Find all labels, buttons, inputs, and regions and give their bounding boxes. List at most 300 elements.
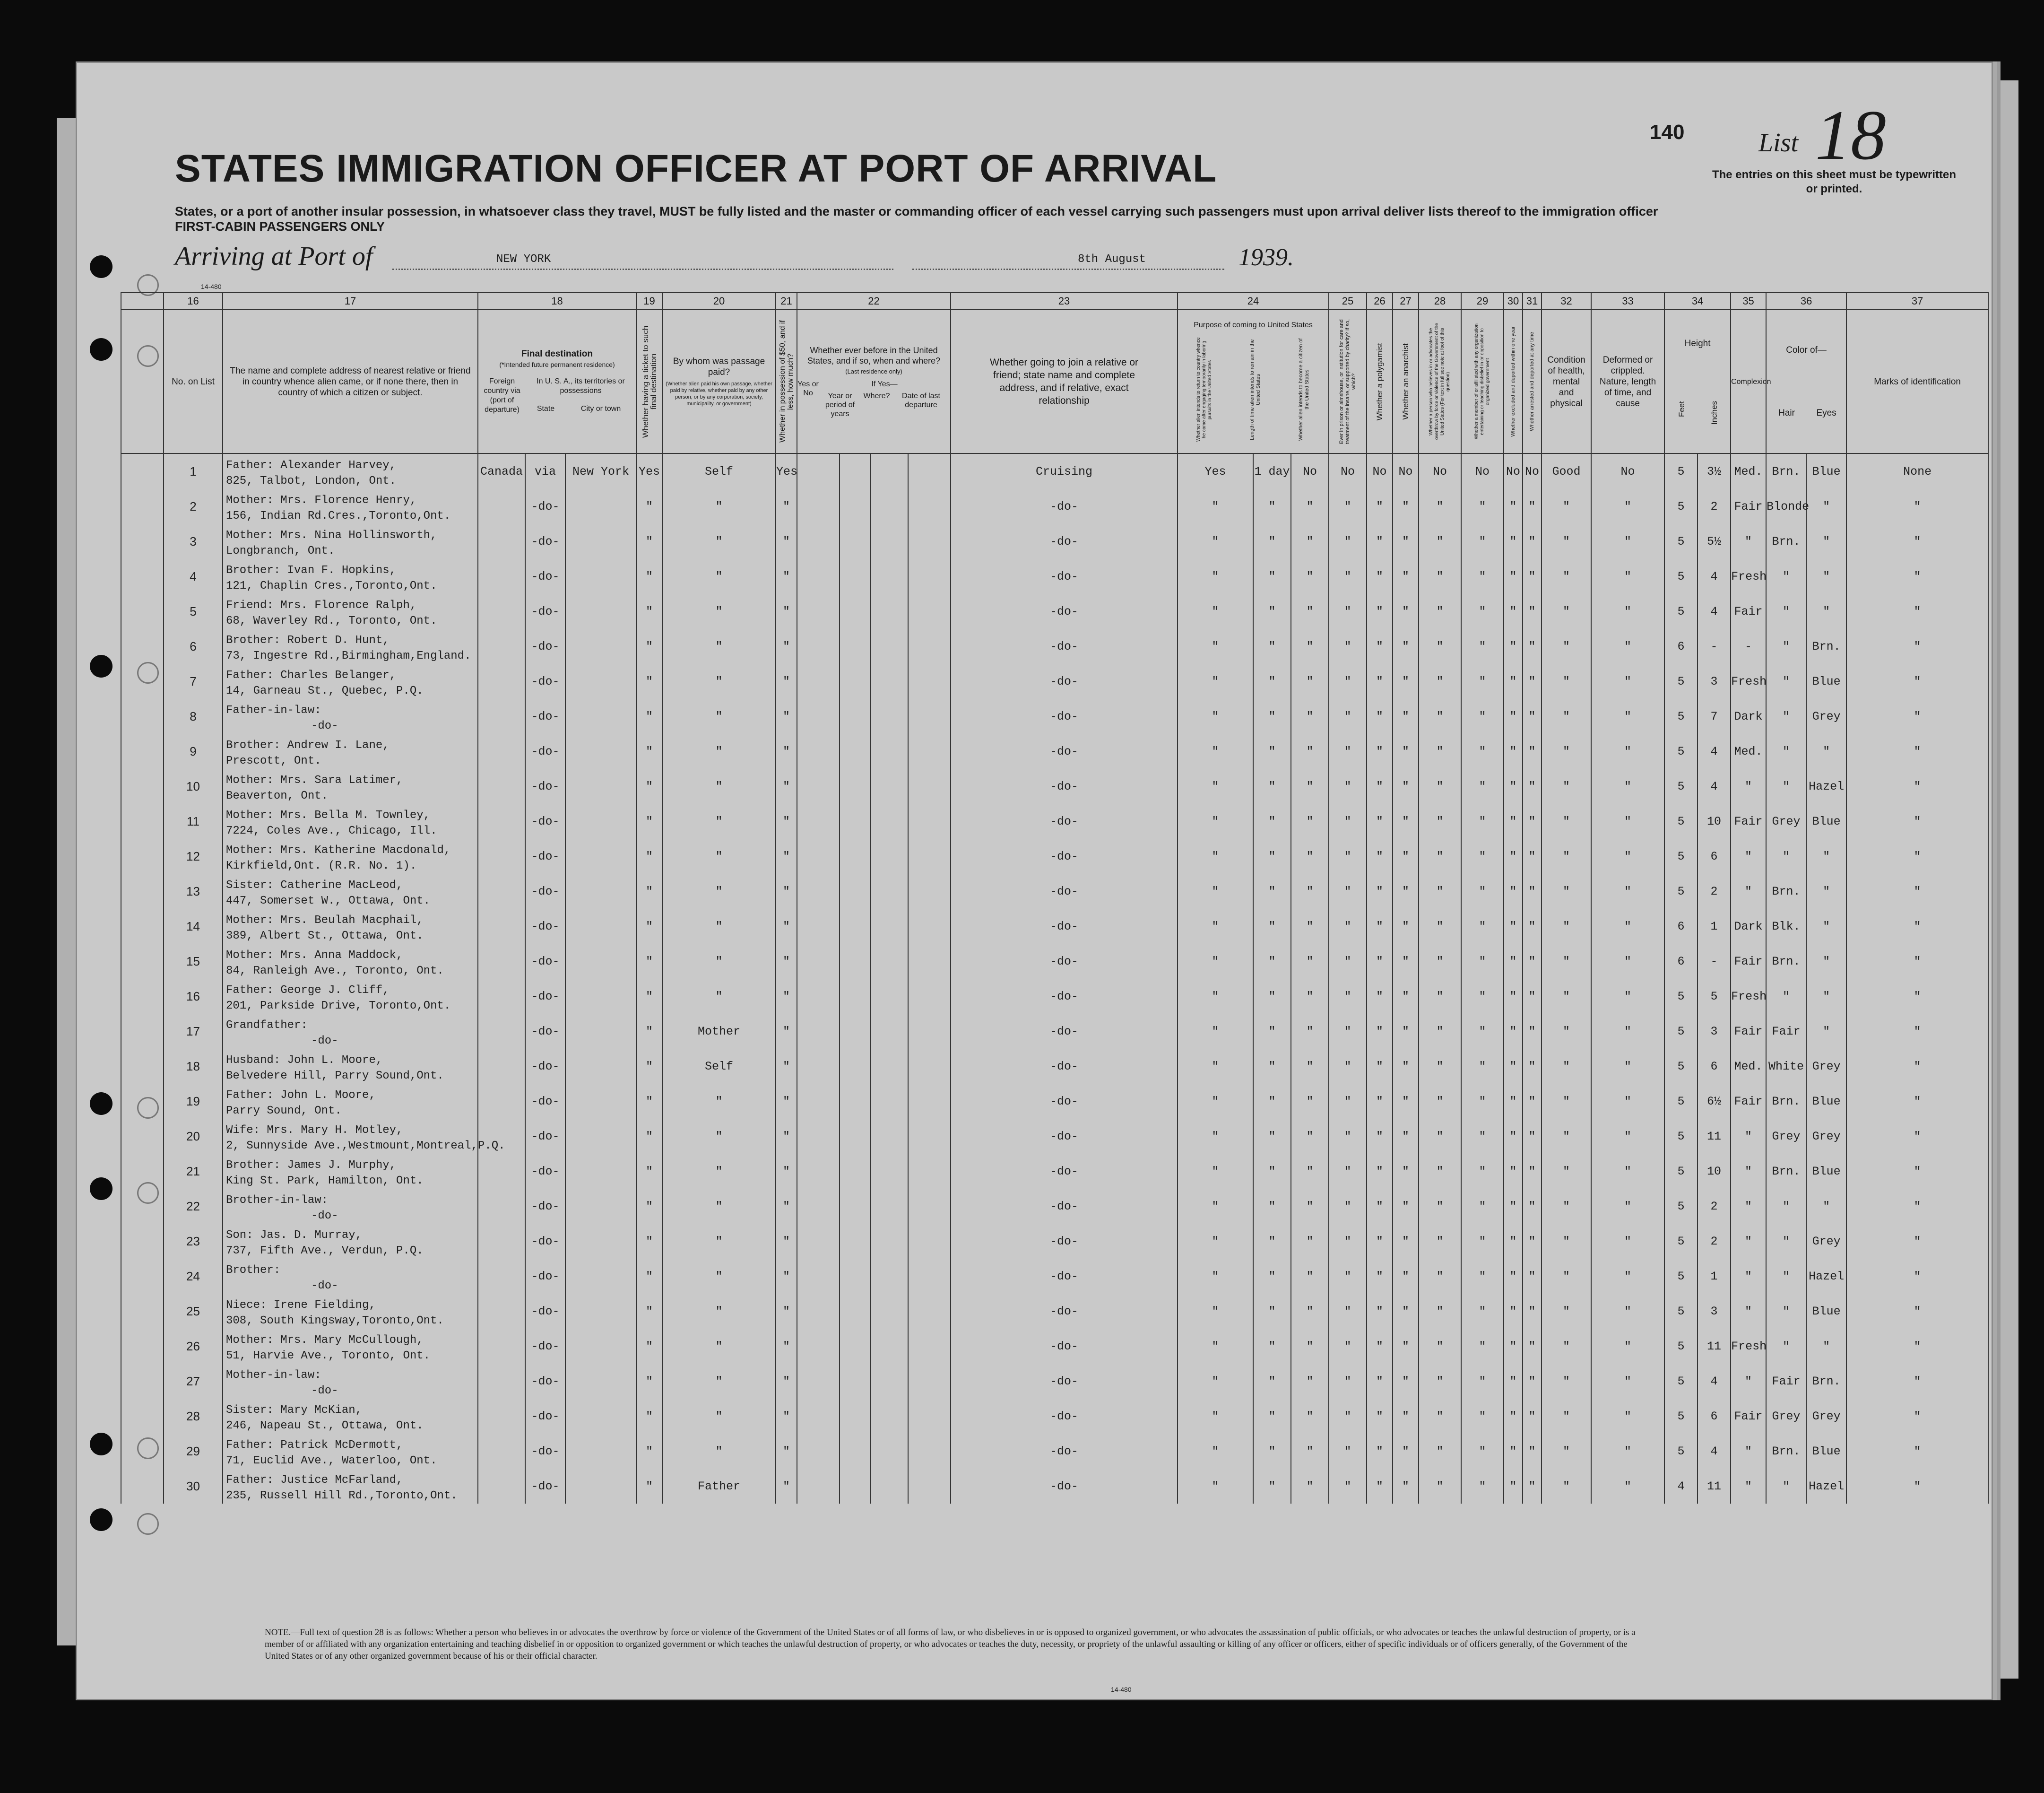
ticket-cell: Yes: [636, 453, 662, 489]
prison-cell: ": [1329, 664, 1367, 699]
join-cell: -do-: [951, 629, 1178, 664]
fifty-cell: ": [776, 524, 797, 559]
country-cell: [478, 979, 525, 1014]
country-cell: [478, 1434, 525, 1469]
empty-cell: [840, 524, 870, 559]
q30-cell: ": [1504, 1049, 1523, 1084]
anarch-cell: ": [1393, 664, 1419, 699]
relative-line-1: Brother: Ivan F. Hopkins,: [226, 564, 397, 577]
relative-line-2: Beaverton, Ont.: [226, 790, 329, 802]
pc-cell: ": [1291, 1119, 1329, 1154]
prison-cell: ": [1329, 629, 1367, 664]
q28-cell: ": [1419, 489, 1461, 524]
poly-cell: ": [1367, 909, 1393, 944]
country-cell: [478, 1364, 525, 1399]
empty-cell: [840, 804, 870, 839]
pa-cell: ": [1178, 1399, 1253, 1434]
pc-cell: ": [1291, 1329, 1329, 1364]
state-cell: -do-: [525, 944, 565, 979]
state-cell: -do-: [525, 1399, 565, 1434]
q29-cell: ": [1461, 524, 1504, 559]
pc-cell: ": [1291, 944, 1329, 979]
empty-cell: [797, 489, 840, 524]
relative-cell: [223, 594, 478, 629]
q28-cell: ": [1419, 769, 1461, 804]
q28-cell: ": [1419, 1049, 1461, 1084]
state-cell: -do-: [525, 979, 565, 1014]
paid-cell: ": [662, 1154, 776, 1189]
hair-cell: ": [1766, 629, 1806, 664]
eyes-cell: Grey: [1806, 1049, 1846, 1084]
no-cell: 24: [164, 1259, 223, 1294]
fifty-cell: ": [776, 1084, 797, 1119]
eyes-cell: Blue: [1806, 453, 1846, 489]
city-cell: [565, 1259, 636, 1294]
no-cell: 15: [164, 944, 223, 979]
paid-cell: ": [662, 699, 776, 734]
table-row: [121, 769, 1988, 804]
paid-cell: ": [662, 874, 776, 909]
empty-cell: [908, 1084, 951, 1119]
table-row: [121, 1154, 1988, 1189]
pa-cell: ": [1178, 734, 1253, 769]
fifty-cell: ": [776, 1049, 797, 1084]
city-cell: [565, 524, 636, 559]
pb-cell: ": [1253, 1224, 1291, 1259]
empty-cell: [840, 1154, 870, 1189]
q30-cell: ": [1504, 1434, 1523, 1469]
q29-cell: ": [1461, 734, 1504, 769]
health-cell: ": [1542, 944, 1591, 979]
anarch-cell: ": [1393, 1329, 1419, 1364]
empty-cell: [870, 1259, 908, 1294]
state-cell: -do-: [525, 664, 565, 699]
ticket-cell: ": [636, 1049, 662, 1084]
pb-cell: ": [1253, 1084, 1291, 1119]
poly-cell: ": [1367, 734, 1393, 769]
prison-cell: ": [1329, 1189, 1367, 1224]
list-label: List: [1758, 128, 1799, 157]
eyes-cell: ": [1806, 489, 1846, 524]
q31-cell: ": [1523, 1434, 1542, 1469]
relative-line-2: 308, South Kingsway,Toronto,Ont.: [226, 1314, 444, 1327]
prison-cell: ": [1329, 1399, 1367, 1434]
paid-cell: ": [662, 1224, 776, 1259]
col-num: 19: [636, 293, 662, 310]
q29-cell: ": [1461, 979, 1504, 1014]
no-cell: 29: [164, 1434, 223, 1469]
q30-cell: ": [1504, 1084, 1523, 1119]
table-row: [121, 1294, 1988, 1329]
table-row: [121, 629, 1988, 664]
no-cell: 27: [164, 1364, 223, 1399]
col-num: 26: [1367, 293, 1393, 310]
empty-cell: [870, 944, 908, 979]
binder-hole: [90, 338, 113, 361]
deformed-cell: ": [1591, 1434, 1664, 1469]
col-num: 27: [1393, 293, 1419, 310]
relative-cell: [223, 1049, 478, 1084]
inches-cell: 6: [1698, 1399, 1731, 1434]
pb-cell: ": [1253, 804, 1291, 839]
join-cell: -do-: [951, 1119, 1178, 1154]
q29-cell: ": [1461, 1329, 1504, 1364]
empty-cell: [870, 1189, 908, 1224]
no-cell: 7: [164, 664, 223, 699]
relative-cell: [223, 1329, 478, 1364]
country-cell: [478, 489, 525, 524]
q28-cell: ": [1419, 1364, 1461, 1399]
pc-cell: ": [1291, 734, 1329, 769]
eyes-cell: ": [1806, 594, 1846, 629]
city-cell: [565, 1084, 636, 1119]
anarch-cell: ": [1393, 1364, 1419, 1399]
pc-cell: ": [1291, 664, 1329, 699]
hair-cell: ": [1766, 839, 1806, 874]
state-cell: via: [525, 453, 565, 489]
join-cell: -do-: [951, 769, 1178, 804]
join-cell: -do-: [951, 979, 1178, 1014]
paid-cell: ": [662, 664, 776, 699]
inches-cell: 6: [1698, 839, 1731, 874]
deformed-cell: ": [1591, 1399, 1664, 1434]
city-cell: [565, 594, 636, 629]
table-row: [121, 1049, 1988, 1084]
empty-cell: [870, 594, 908, 629]
prison-cell: ": [1329, 594, 1367, 629]
table-row: [121, 1119, 1988, 1154]
eyes-cell: Hazel: [1806, 769, 1846, 804]
health-cell: ": [1542, 1154, 1591, 1189]
city-cell: New York: [565, 453, 636, 489]
join-cell: -do-: [951, 699, 1178, 734]
poly-cell: ": [1367, 1189, 1393, 1224]
join-cell: -do-: [951, 1189, 1178, 1224]
pb-cell: ": [1253, 1049, 1291, 1084]
empty-cell: [908, 594, 951, 629]
table-row: [121, 524, 1988, 559]
paid-cell: ": [662, 1294, 776, 1329]
ticket-cell: ": [636, 1259, 662, 1294]
marks-cell: ": [1846, 594, 1988, 629]
inches-cell: 4: [1698, 734, 1731, 769]
relative-line-2: 73, Ingestre Rd.,Birmingham,England.: [226, 650, 471, 662]
q28-cell: ": [1419, 1224, 1461, 1259]
pa-cell: ": [1178, 1259, 1253, 1294]
pa-cell: ": [1178, 1224, 1253, 1259]
no-cell: 12: [164, 839, 223, 874]
q30-cell: ": [1504, 944, 1523, 979]
empty-cell: [908, 453, 951, 489]
paid-cell: ": [662, 1399, 776, 1434]
marks-cell: ": [1846, 1469, 1988, 1504]
join-cell: -do-: [951, 874, 1178, 909]
q28-cell: ": [1419, 1084, 1461, 1119]
inches-cell: 10: [1698, 1154, 1731, 1189]
empty-cell: [908, 979, 951, 1014]
deformed-cell: ": [1591, 804, 1664, 839]
city-cell: [565, 874, 636, 909]
anarch-cell: ": [1393, 594, 1419, 629]
fifty-cell: ": [776, 734, 797, 769]
q31-cell: ": [1523, 734, 1542, 769]
caption-complexion: Complexion: [1731, 310, 1766, 453]
relative-line-2: Parry Sound, Ont.: [226, 1105, 342, 1117]
pb-cell: ": [1253, 839, 1291, 874]
eyes-cell: Blue: [1806, 664, 1846, 699]
join-cell: -do-: [951, 734, 1178, 769]
country-cell: Canada: [478, 453, 525, 489]
feet-cell: 5: [1664, 1189, 1698, 1224]
marks-cell: ": [1846, 1259, 1988, 1294]
deformed-cell: ": [1591, 1119, 1664, 1154]
relative-cell: [223, 979, 478, 1014]
anarch-cell: ": [1393, 699, 1419, 734]
paid-cell: ": [662, 559, 776, 594]
q29-cell: No: [1461, 453, 1504, 489]
pa-cell: ": [1178, 629, 1253, 664]
paid-cell: ": [662, 944, 776, 979]
prison-cell: ": [1329, 559, 1367, 594]
q30-cell: ": [1504, 1294, 1523, 1329]
country-cell: [478, 734, 525, 769]
hair-cell: ": [1766, 1259, 1806, 1294]
q31-cell: ": [1523, 874, 1542, 909]
country-cell: [478, 769, 525, 804]
empty-cell: [840, 944, 870, 979]
relative-cell: [223, 1189, 478, 1224]
empty-cell: [908, 1014, 951, 1049]
ticket-cell: ": [636, 1294, 662, 1329]
marks-cell: ": [1846, 1154, 1988, 1189]
empty-cell: [870, 1084, 908, 1119]
caption-no-on-list: No. on List: [164, 310, 223, 453]
empty-cell: [840, 1294, 870, 1329]
ticket-cell: ": [636, 1329, 662, 1364]
q31-cell: ": [1523, 1154, 1542, 1189]
poly-cell: ": [1367, 769, 1393, 804]
empty-cell: [797, 664, 840, 699]
deformed-cell: ": [1591, 979, 1664, 1014]
arrival-year: 1939.: [1239, 244, 1294, 271]
empty-cell: [870, 839, 908, 874]
binder-ring: [137, 1513, 159, 1535]
hair-cell: Brn.: [1766, 1434, 1806, 1469]
relative-line-2: King St. Park, Hamilton, Ont.: [226, 1175, 424, 1187]
city-cell: [565, 839, 636, 874]
empty-cell: [870, 874, 908, 909]
deformed-cell: ": [1591, 664, 1664, 699]
q30-cell: ": [1504, 769, 1523, 804]
table-row: [121, 559, 1988, 594]
q30-cell: ": [1504, 1154, 1523, 1189]
empty-cell: [870, 769, 908, 804]
complexion-cell: Med.: [1731, 1049, 1766, 1084]
paid-cell: ": [662, 594, 776, 629]
join-cell: -do-: [951, 804, 1178, 839]
fifty-cell: ": [776, 1329, 797, 1364]
caption-relative: The name and complete address of nearest relative or friend in country whence alien came, or if none there, then in country of which a citizen or subject.: [223, 310, 478, 453]
pa-cell: ": [1178, 489, 1253, 524]
empty-cell: [797, 769, 840, 804]
prison-cell: ": [1329, 1469, 1367, 1504]
health-cell: ": [1542, 664, 1591, 699]
empty-cell: [840, 664, 870, 699]
table-row: [121, 1399, 1988, 1434]
relative-line-1: Husband: John L. Moore,: [226, 1054, 383, 1067]
fifty-cell: ": [776, 804, 797, 839]
empty-cell: [797, 1469, 840, 1504]
table-row: [121, 979, 1988, 1014]
col-num: 31: [1523, 293, 1542, 310]
health-cell: ": [1542, 734, 1591, 769]
col-num: 30: [1504, 293, 1523, 310]
binder-hole: [90, 655, 113, 678]
empty-cell: [908, 804, 951, 839]
poly-cell: ": [1367, 1049, 1393, 1084]
relative-line-2: 447, Somerset W., Ottawa, Ont.: [226, 895, 431, 907]
q28-cell: ": [1419, 1014, 1461, 1049]
poly-cell: ": [1367, 489, 1393, 524]
table-row: [121, 1189, 1988, 1224]
relative-cell: [223, 944, 478, 979]
table-row: [121, 839, 1988, 874]
marks-cell: ": [1846, 979, 1988, 1014]
binder-hole: [90, 1433, 113, 1455]
join-cell: -do-: [951, 839, 1178, 874]
caption-q30: Whether excluded and deported within one year: [1504, 310, 1523, 453]
q30-cell: ": [1504, 559, 1523, 594]
empty-cell: [797, 804, 840, 839]
caption-deformed: Deformed or crippled. Nature, length of time, and cause: [1591, 310, 1664, 453]
relative-line-1: Mother: Mrs. Florence Henry,: [226, 494, 417, 507]
pc-cell: ": [1291, 979, 1329, 1014]
join-cell: -do-: [951, 909, 1178, 944]
no-cell: 13: [164, 874, 223, 909]
empty-cell: [870, 909, 908, 944]
health-cell: ": [1542, 1049, 1591, 1084]
q29-cell: ": [1461, 1469, 1504, 1504]
q30-cell: ": [1504, 804, 1523, 839]
state-cell: -do-: [525, 594, 565, 629]
paid-cell: ": [662, 1364, 776, 1399]
ticket-cell: ": [636, 1119, 662, 1154]
poly-cell: ": [1367, 804, 1393, 839]
no-cell: 17: [164, 1014, 223, 1049]
prison-cell: ": [1329, 1224, 1367, 1259]
complexion-cell: Fresh: [1731, 979, 1766, 1014]
empty-cell: [908, 839, 951, 874]
table-row: [121, 1014, 1988, 1049]
complexion-cell: ": [1731, 1434, 1766, 1469]
state-cell: -do-: [525, 1049, 565, 1084]
col-num: 21: [776, 293, 797, 310]
join-cell: -do-: [951, 1364, 1178, 1399]
empty-cell: [840, 699, 870, 734]
pa-cell: ": [1178, 559, 1253, 594]
city-cell: [565, 944, 636, 979]
q29-cell: ": [1461, 1294, 1504, 1329]
anarch-cell: ": [1393, 804, 1419, 839]
feet-cell: 5: [1664, 1364, 1698, 1399]
hair-cell: ": [1766, 664, 1806, 699]
table-row: [121, 1364, 1988, 1399]
hair-cell: ": [1766, 1329, 1806, 1364]
pb-cell: ": [1253, 1364, 1291, 1399]
empty-cell: [797, 909, 840, 944]
deformed-cell: ": [1591, 769, 1664, 804]
join-cell: -do-: [951, 524, 1178, 559]
relative-line-1: Father: John L. Moore,: [226, 1089, 376, 1102]
country-cell: [478, 1189, 525, 1224]
hair-cell: Blonde: [1766, 489, 1806, 524]
prison-cell: ": [1329, 1329, 1367, 1364]
fifty-cell: ": [776, 1259, 797, 1294]
relative-cell: [223, 839, 478, 874]
empty-cell: [870, 1154, 908, 1189]
health-cell: ": [1542, 1119, 1591, 1154]
relative-cell: [223, 734, 478, 769]
inches-cell: 2: [1698, 874, 1731, 909]
fifty-cell: ": [776, 1469, 797, 1504]
marks-cell: ": [1846, 664, 1988, 699]
caption-final-destination: Final destination (*Intended future permanent residence) Foreign country via (port of departure) In U. S. A., its territories or possessions State City or town: [478, 310, 636, 453]
empty-cell: [797, 1049, 840, 1084]
prison-cell: ": [1329, 489, 1367, 524]
city-cell: [565, 1434, 636, 1469]
pb-cell: ": [1253, 1399, 1291, 1434]
anarch-cell: ": [1393, 1189, 1419, 1224]
col-num: 16: [164, 293, 223, 310]
complexion-cell: Fair: [1731, 489, 1766, 524]
health-cell: ": [1542, 1259, 1591, 1294]
paid-cell: ": [662, 769, 776, 804]
state-cell: -do-: [525, 1434, 565, 1469]
prison-cell: ": [1329, 874, 1367, 909]
empty-cell: [908, 1364, 951, 1399]
q29-cell: ": [1461, 944, 1504, 979]
country-cell: [478, 1259, 525, 1294]
empty-cell: [908, 1399, 951, 1434]
relative-cell: [223, 489, 478, 524]
marks-cell: ": [1846, 839, 1988, 874]
marks-cell: ": [1846, 944, 1988, 979]
q31-cell: No: [1523, 453, 1542, 489]
country-cell: [478, 944, 525, 979]
empty-cell: [908, 1119, 951, 1154]
state-cell: -do-: [525, 489, 565, 524]
empty-cell: [870, 1049, 908, 1084]
relative-line-2: 71, Euclid Ave., Waterloo, Ont.: [226, 1454, 437, 1467]
q29-cell: ": [1461, 839, 1504, 874]
relative-cell: [223, 524, 478, 559]
q31-cell: ": [1523, 804, 1542, 839]
empty-cell: [870, 664, 908, 699]
empty-cell: [840, 1119, 870, 1154]
q31-cell: ": [1523, 629, 1542, 664]
complexion-cell: ": [1731, 1224, 1766, 1259]
caption-prison: Ever in prison or almshouse, or institution for care and treatment of the insane, or supported by charity? If so, which?: [1329, 310, 1367, 453]
eyes-cell: Brn.: [1806, 1364, 1846, 1399]
empty-cell: [908, 1329, 951, 1364]
marks-cell: ": [1846, 1399, 1988, 1434]
pb-cell: ": [1253, 1014, 1291, 1049]
arrival-date: 8th August: [1078, 253, 1146, 266]
page-title: STATES IMMIGRATION OFFICER AT PORT OF ARRIVAL: [175, 147, 1217, 190]
poly-cell: ": [1367, 1259, 1393, 1294]
feet-cell: 5: [1664, 1049, 1698, 1084]
hair-cell: Fair: [1766, 1014, 1806, 1049]
